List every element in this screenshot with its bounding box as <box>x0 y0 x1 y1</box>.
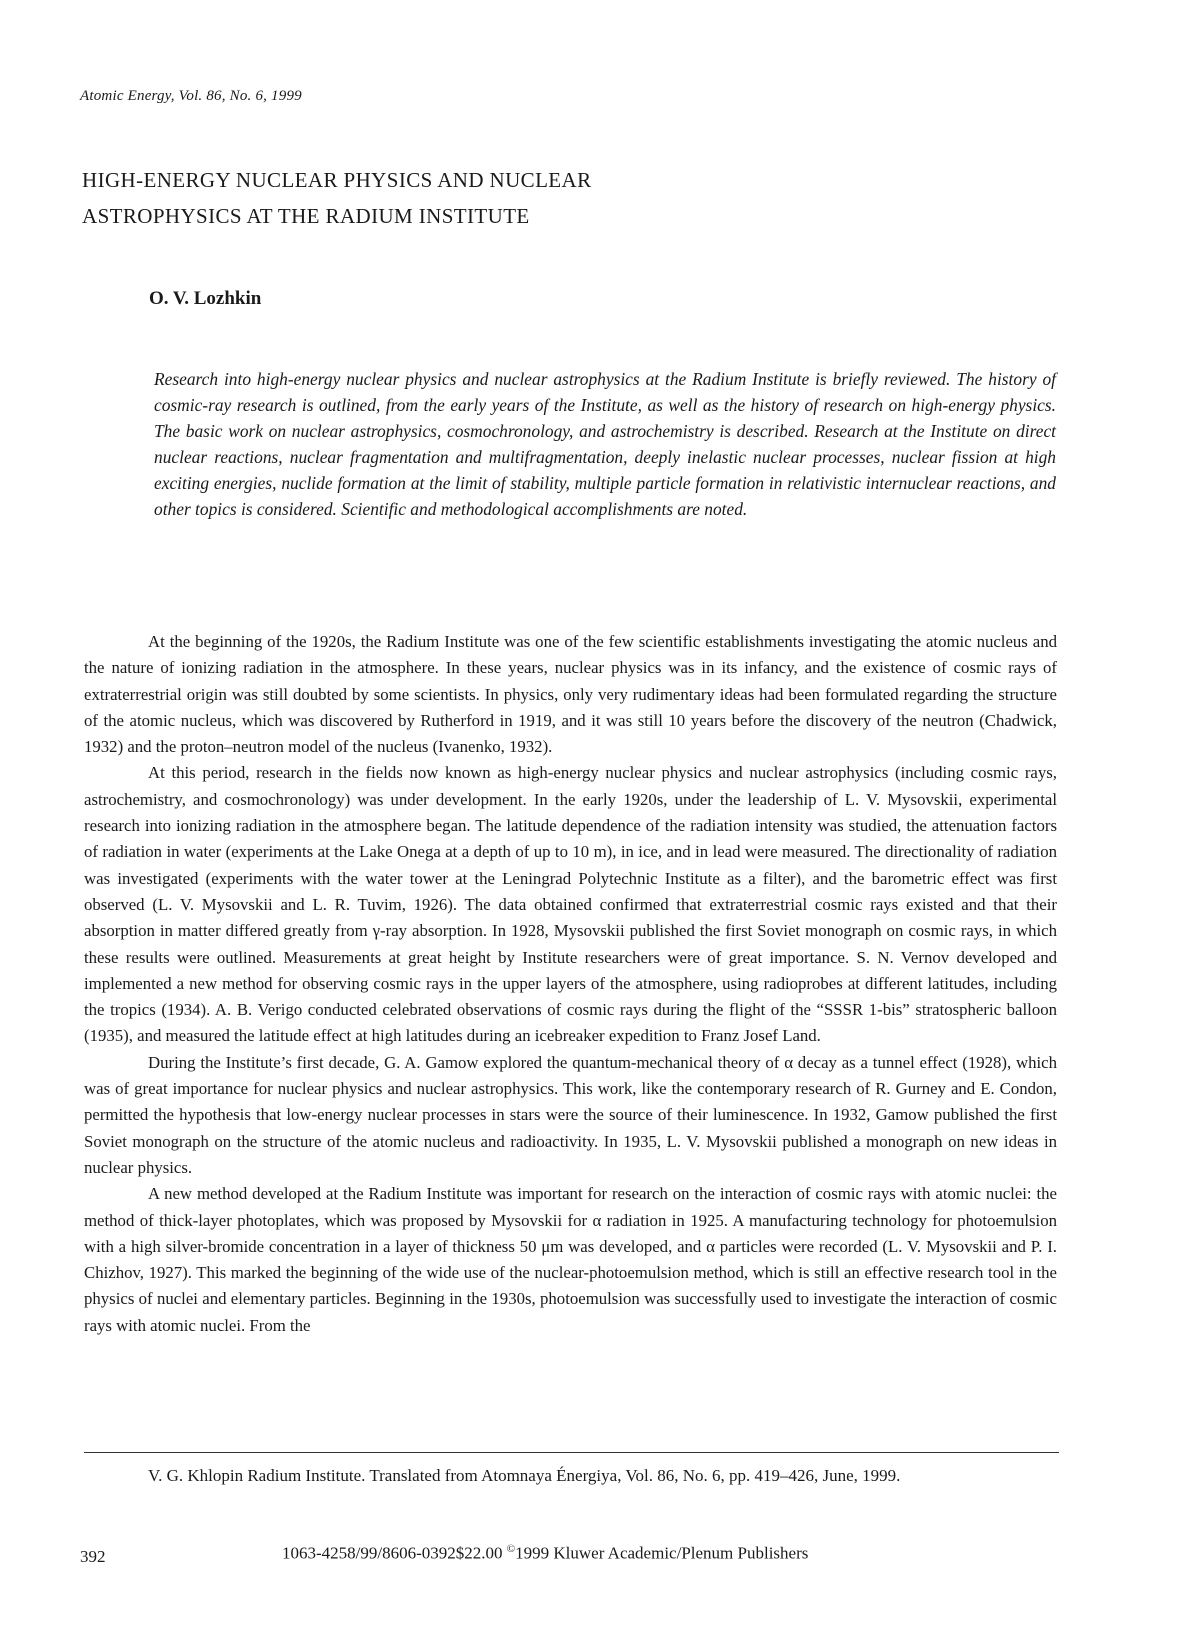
author-name: O. V. Lozhkin <box>149 288 262 309</box>
page-number: 392 <box>80 1547 106 1566</box>
copyright-symbol: © <box>506 1543 516 1555</box>
body-paragraph: At the beginning of the 1920s, the Radium Institute was one of the few scientific establishments investigating the atomic nucleus and the nature of ionizing radiation in the atmosphere. In these years, nuclear physics was in its infancy, and the existence of cosmic rays of extraterrestrial origin was still doubted by some scientists. In physics, only very rudimentary ideas had been formulated regarding the structure of the atomic nucleus, which was discovered by Rutherford in 1919, and it was still 10 years before the discovery of the neutron (Chadwick, 1932) and the proton–neutron model of the nucleus (Ivanenko, 1932). <box>84 632 1057 757</box>
article-title-line-1: HIGH-ENERGY NUCLEAR PHYSICS AND NUCLEAR <box>82 168 592 192</box>
body-paragraph: A new method developed at the Radium Institute was important for research on the interaction of cosmic rays with atomic nuclei: the method of thick-layer photoplates, which was proposed by Mysovskii for α radiation in 1925. A manufacturing technology for photoemulsion with a high silver-bromide concentration in a layer of thickness 50 μm was developed, and α particles were recorded (L. V. Mysovskii and P. I. Chizhov, 1927). This marked the beginning of the wide use of the nuclear-photoemulsion method, which is still an effective research tool in the physics of nuclei and elementary particles. Beginning in the 1930s, photoemulsion was successfully used to investigate the interaction of cosmic rays with atomic nuclei. From the <box>84 1184 1057 1335</box>
abstract: Research into high-energy nuclear physics and nuclear astrophysics at the Radium Institute is briefly reviewed. The history of cosmic-ray research is outlined, from the early years of the Institute, as well as the history of research on high-energy physics. The basic work on nuclear astrophysics, cosmochronology, and astrochemistry is described. Research at the Institute on direct nuclear reactions, nuclear fragmentation and multifragmentation, deeply inelastic nuclear processes, nuclear fission at high exciting energies, nuclide formation at the limit of stability, multiple particle formation in relativistic internuclear reactions, and other topics is considered. Scientific and methodological accomplishments are noted. <box>154 369 1056 520</box>
journal-citation: Atomic Energy, Vol. 86, No. 6, 1999 <box>80 88 302 104</box>
publisher-copyright: 1999 Kluwer Academic/Plenum Publishers <box>515 1543 809 1563</box>
article-title-line-2: ASTROPHYSICS AT THE RADIUM INSTITUTE <box>82 204 530 228</box>
footnote-divider <box>84 1452 1059 1453</box>
body-text <box>84 629 1057 1339</box>
copyright-line <box>282 1543 808 1564</box>
body-paragraph: During the Institute’s first decade, G. A. Gamow explored the quantum-mechanical theory of α decay as a tunnel effect (1928), which was of great importance for nuclear physics and nuclear astrophysics. This work, like the contemporary research of R. Gurney and E. Condon, permitted the hypothesis that low-energy nuclear processes in stars were the source of their luminescence. In 1932, Gamow published the first Soviet monograph on the structure of the atomic nucleus and radioactivity. In 1935, L. V. Mysovskii published a monograph on new ideas in nuclear physics. <box>84 1052 1057 1177</box>
body-paragraph: At this period, research in the fields now known as high-energy nuclear physics and nuclear astrophysics (including cosmic rays, astrochemistry, and cosmochronology) was under development. In the early 1920s, under the leadership of L. V. Mysovskii, experimental research into ionizing radiation in the atmosphere began. The latitude dependence of the radiation intensity was studied, the attenuation factors of radiation in water (experiments at the Lake Onega at a depth of up to 10 m), in ice, and in lead were measured. The directionality of radiation was investigated (experiments with the water tower at the Leningrad Polytechnic Institute as a filter), and the barometric effect was first observed (L. V. Mysovskii and L. R. Tuvim, 1926). The data obtained confirmed that extraterrestrial cosmic rays existed and that their absorption in matter differed greatly from γ-ray absorption. In 1928, Mysovskii published the first Soviet monograph on cosmic rays, in which these results were outlined. Measurements at great height by Institute researchers were of great importance. S. N. Vernov developed and implemented a new method for observing cosmic rays in the upper layers of the atmosphere, using radioprobes at different latitudes, including the tropics (1934). A. B. Verigo conducted celebrated observations of cosmic rays during the flight of the “SSSR 1-bis” stratospheric balloon (1935), and measured the latitude effect at high latitudes during an icebreaker expedition to Franz Josef Land. <box>84 763 1057 1046</box>
footnote: V. G. Khlopin Radium Institute. Translated from Atomnaya Énergiya, Vol. 86, No. 6, pp. 419–426, June, 1999. <box>148 1466 901 1485</box>
article-code: 1063-4258/99/8606-0392$22.00 <box>282 1543 507 1563</box>
article-title <box>82 162 982 234</box>
